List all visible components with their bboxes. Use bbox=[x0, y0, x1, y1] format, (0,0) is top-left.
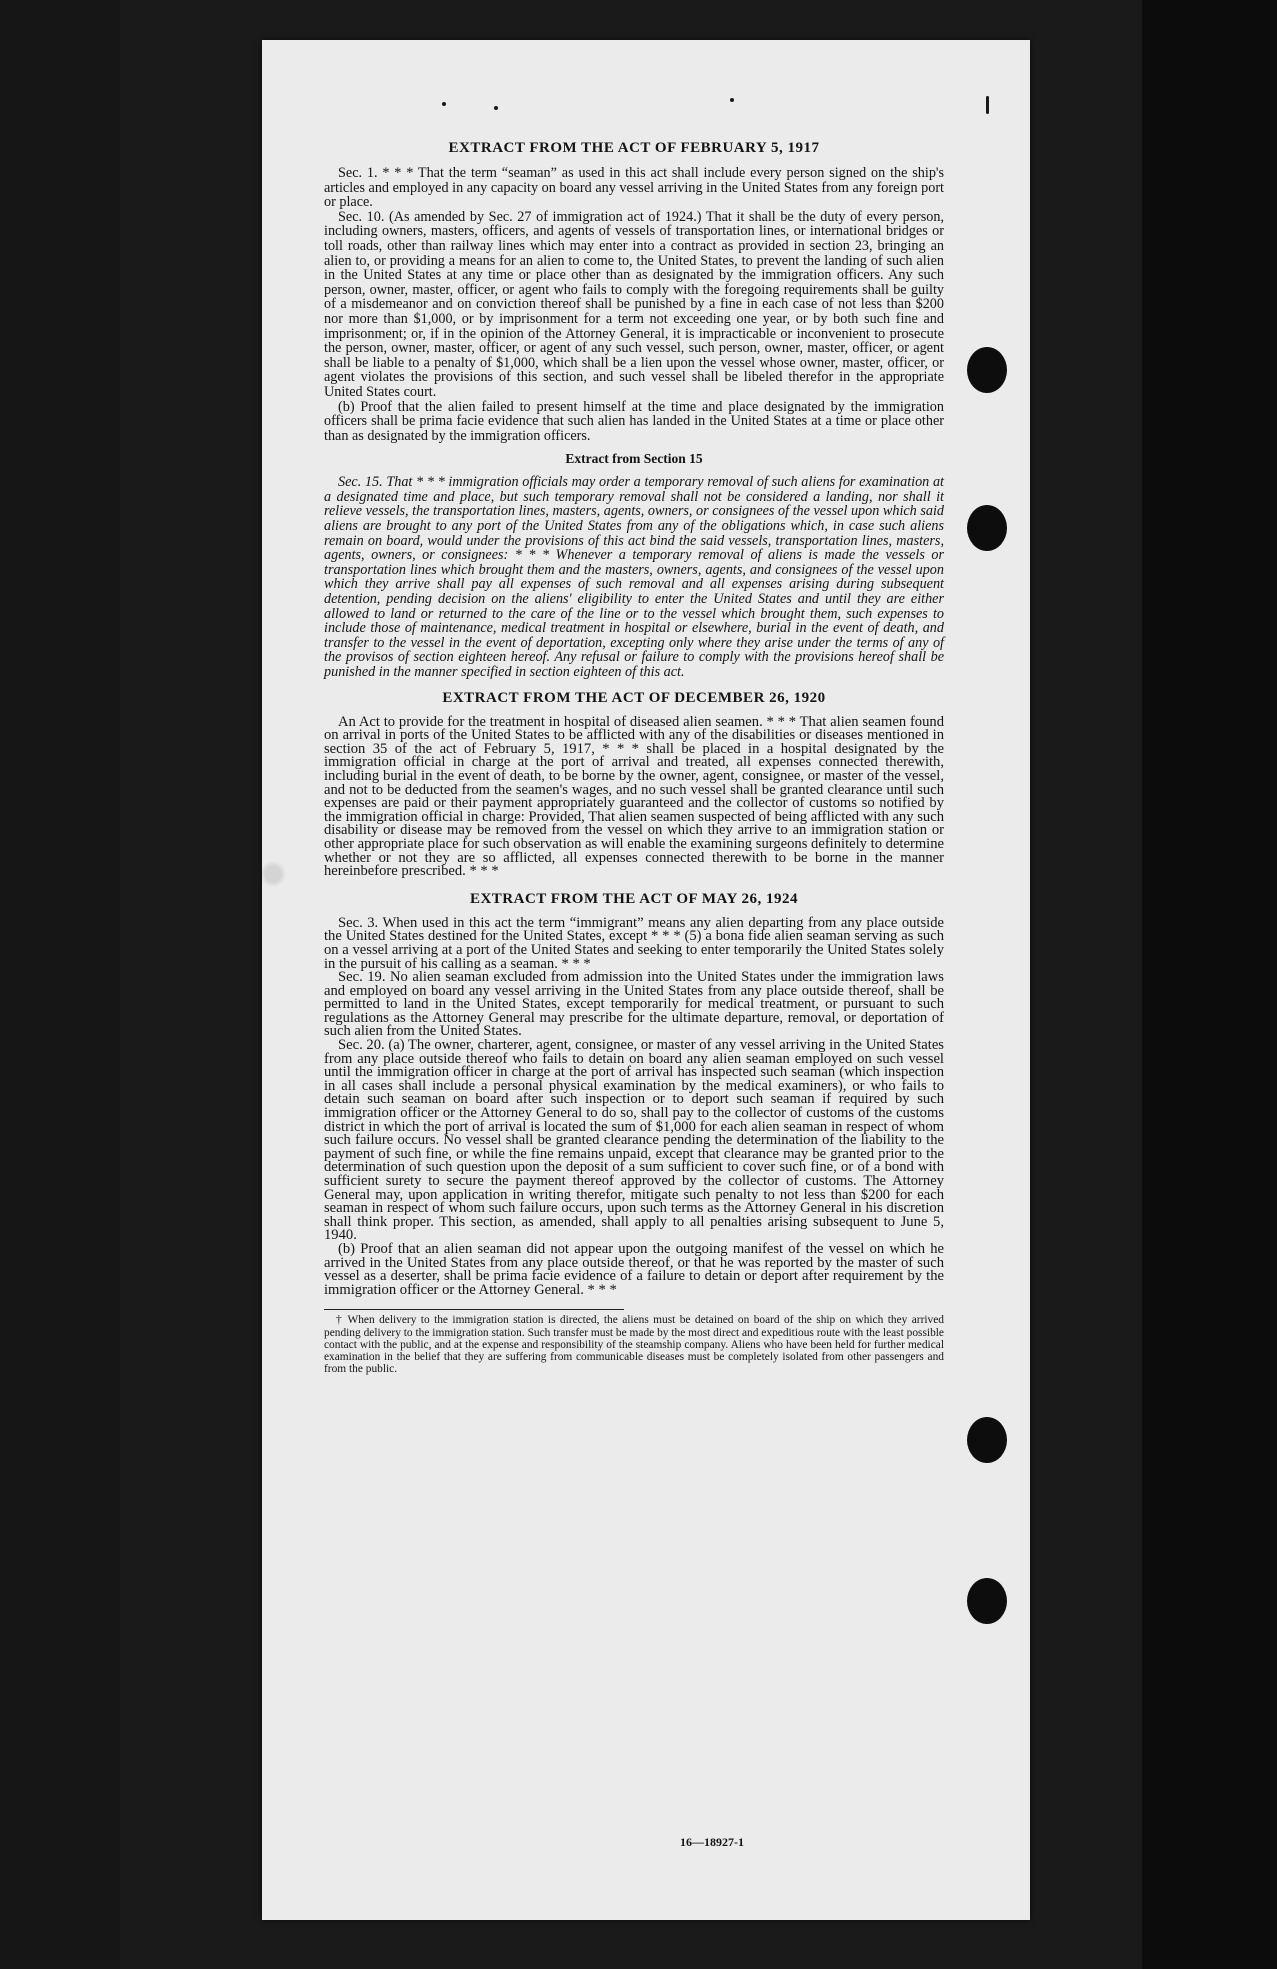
paragraph-sec-19: Sec. 19. No alien seaman excluded from admission into the United States under the immigration laws and employed on board any vessel arriving in the United States from any place outside thereof, shall be permitted to land in the United States, except temporarily for medical treatment, or pursuant to such regulations as the Attorney General may prescribe for the ultimate departure, removal, or deportation of such alien from the United States. bbox=[324, 969, 944, 1040]
punch-hole bbox=[967, 505, 1007, 551]
punch-hole bbox=[967, 1578, 1007, 1624]
footnote-divider bbox=[324, 1309, 624, 1310]
paragraph-sec-3: Sec. 3. When used in this act the term “immigrant” means any alien departing from any place outside the United States destined for the United States, except * * * (5) a bona fide alien seaman serving as such on a vessel arriving at a port of the United States and seeking to enter temporarily the United States solely in the pursuit of his calling as a seaman. * * * bbox=[324, 914, 944, 972]
paragraph-sec-10-b: (b) Proof that the alien failed to present himself at the time and place designated by the immigration officers shall be prima facie evidence that such alien has landed in the United States at a time or place other than as designated by the immigration officers. bbox=[324, 398, 944, 444]
punch-hole bbox=[967, 347, 1007, 393]
heading-act-may-1924: EXTRACT FROM THE ACT OF MAY 26, 1924 bbox=[469, 890, 799, 907]
paragraph-sec-10: Sec. 10. (As amended by Sec. 27 of immigration act of 1924.) That it shall be the duty of every person, including owners, masters, officers, and agents of vessels of transportation lines, or international bridges or toll roads, other than railway lines which may enter into a contract as provided in section 23, bringing an alien to, or providing a means for an alien to come to, the United States, to prevent the landing of such alien in the United States at any time or place other than as designated by the immigration officers. Any such person, owner, master, officer, or agent who fails to comply with the foregoing requirements shall be guilty of a misdemeanor and on conviction thereof shall be punished by a fine in each case of not less than $200 nor more than $1,000, or by imprisonment for a term not exceeding one year, or by both such fine and imprisonment; or, if in the opinion of the Attorney General, it is impracticable or inconvenient to prosecute the person, owner, master, officer, or agent of any such vessel, such person, owner, master, officer, or agent shall be liable to a penalty of $1,000, which shall be a lien upon the vessel whose owner, master, officer, or agent violates the provisions of this section, and such vessel shall be libeled therefor in the appropriate United States court. bbox=[324, 208, 944, 400]
paragraph-sec-20-a: Sec. 20. (a) The owner, charterer, agent, consignee, or master of any vessel arriving in the United States from any place outside thereof who fails to detain on board any alien seaman employed on such vessel until the immigration officer in charge at the port of arrival has inspected such seaman (which inspection in all cases shall include a personal physical examination by the medical examiners), or who fails to detain such seaman on board after such inspection or to deport such seaman if required by such immigration officer or the Attorney General to do so, shall pay to the collector of customs of the customs district in which the port of arrival is located the sum of $1,000 for each alien seaman in respect of whom such failure occurs. No vessel shall be granted clearance pending the determination of the liability to the payment of such fine, or while the fine remains unpaid, except that clearance may be granted prior to the determination of such question upon the deposit of a sum sufficient to cover such fine, or of a bond with sufficient surety to secure the payment thereof approved by the collector of customs. The Attorney General may, upon application in writing therefor, mitigate such penalty to not less than $200 for each seaman in respect of whom such failure occurs, upon such terms as the Attorney General in his discretion shall think proper. This section, as amended, shall apply to all penalties arising subsequent to June 5, 1940. bbox=[324, 1037, 944, 1244]
footnote bbox=[324, 1314, 944, 1375]
scan-artifact bbox=[262, 860, 286, 888]
scan-background-right bbox=[1142, 0, 1277, 1969]
scan-speck bbox=[730, 98, 734, 102]
scan-speck bbox=[986, 96, 989, 114]
paragraph-act-1920: An Act to provide for the treatment in hospital of diseased alien seamen. * * * That alien seamen found on arrival in ports of the United States to be afflicted with any of the disabilities or diseases mentioned in section 35 of the act of February 5, 1917, * * * shall be placed in a hospital designated by the immigration official in charge at the port of arrival and treated, all expenses connected therewith, including burial in the event of death, to be borne by the owner, agent, consignee, or master of the vessel, and not to be deducted from the seamen's wages, and no such vessel shall be granted clearance until such expenses are paid or their payment appropriately guaranteed and the collector of customs so notified by the immigration official in charge: Provided, That alien seamen suspected of being afflicted with any such disability or disease may be removed from the vessel on which they arrive to an immigration station or other appropriate place for such observation as will enable the examining surgeons definitely to determine whether or not they are so afflicted, all expenses connected therewith to be borne in the manner hereinbefore prescribed. * * * bbox=[324, 713, 944, 880]
footnote-text: † When delivery to the immigration station is directed, the aliens must be detained on board of the ship on which they arrived pending delivery to the immigration station. Such transfer must be made by the most direct and expeditious route with the least possible contact with the public, and at the expense and responsibility of the steamship company. Aliens who have been held for further medical examination in the belief that they are suffering from communicable diseases must be completely isolated from other passengers and from the public. bbox=[324, 1314, 944, 1376]
punch-hole bbox=[967, 1417, 1007, 1463]
heading-act-december-1920: EXTRACT FROM THE ACT OF DECEMBER 26, 1920 bbox=[442, 689, 826, 706]
scan-speck bbox=[442, 102, 446, 106]
paragraph-sec-15: Sec. 15. That * * * immigration officials may order a temporary removal of such aliens for examination at a designated time and place, but such temporary removal shall not be considered a landing, nor shall it relieve vessels, the transportation lines, masters, agents, owners, or consignees of the vessel upon which said aliens are brought to any port of the United States from any of the obligations which, in case such aliens remain on board, would under the provisions of this act bind the said vessels, transportation lines, masters, agents, owners, or consignees: * * * Whenever a temporary removal of aliens is made the vessels or transportation lines which brought them and the masters, owners, agents, and consignees of the vessel upon which they arrive shall pay all expenses of such removal and all expenses arising during subsequent detention, pending decision on the aliens' eligibility to enter the United States and until they are either allowed to land or returned to the care of the line or to the vessel which brought them, such expenses to include those of maintenance, medical treatment in hospital or elsewhere, burial in the event of death, and transfer to the vessel in the event of deportation, excepting only where they arise under the terms of any of the provisos of section eighteen hereof. Any refusal or failure to comply with the provisions hereof shall be punished in the manner specified in section eighteen of this act. bbox=[324, 474, 944, 680]
scan-background-left bbox=[0, 0, 120, 1969]
document-body bbox=[324, 140, 944, 1375]
subheading-section-15: Extract from Section 15 bbox=[565, 451, 703, 467]
form-number: 16—18927-1 bbox=[680, 1835, 744, 1849]
heading-act-february-1917: EXTRACT FROM THE ACT OF FEBRUARY 5, 1917 bbox=[448, 140, 820, 156]
paragraph-sec-1: Sec. 1. * * * That the term “seaman” as used in this act shall include every person signed on the ship's articles and employed in any capacity on board any vessel arriving in the United States from any foreign port or place. bbox=[324, 165, 944, 211]
scan-speck bbox=[494, 106, 498, 110]
paragraph-sec-20-b: (b) Proof that an alien seaman did not appear upon the outgoing manifest of the vessel on which he arrived in the United States from any place outside thereof, or that he was reported by the master of such vessel as a deserter, shall be prima facie evidence of a failure to detain or deport after requirement by the immigration officer or the Attorney General. * * * bbox=[324, 1240, 944, 1298]
document-page bbox=[262, 40, 1030, 1920]
